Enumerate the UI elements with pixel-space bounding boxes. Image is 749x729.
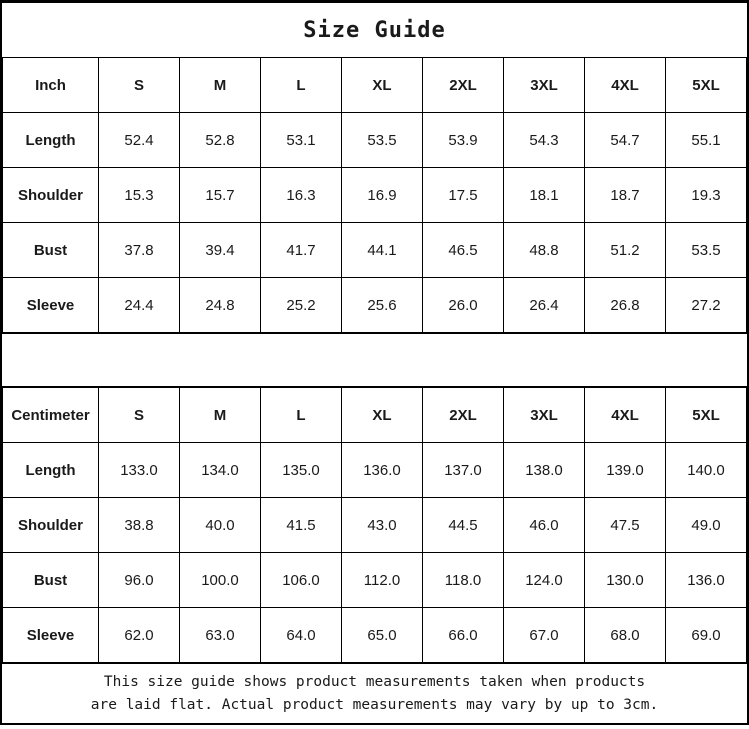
measurement-label-cell: Sleeve bbox=[3, 608, 99, 663]
measurement-value-cell: 26.0 bbox=[423, 278, 504, 333]
size-header-cell: 4XL bbox=[585, 388, 666, 443]
measurement-value-cell: 62.0 bbox=[99, 608, 180, 663]
measurement-value-cell: 26.8 bbox=[585, 278, 666, 333]
measurement-value-cell: 63.0 bbox=[180, 608, 261, 663]
measurement-value-cell: 53.1 bbox=[261, 113, 342, 168]
measurement-row bbox=[3, 443, 747, 498]
measurement-value-cell: 53.5 bbox=[342, 113, 423, 168]
measurement-row bbox=[3, 608, 747, 663]
measurement-value-cell: 135.0 bbox=[261, 443, 342, 498]
measurement-value-cell: 24.8 bbox=[180, 278, 261, 333]
measurement-value-cell: 137.0 bbox=[423, 443, 504, 498]
size-header-cell: 5XL bbox=[666, 58, 747, 113]
centimeter-size-table bbox=[2, 387, 747, 663]
measurement-label-cell: Length bbox=[3, 113, 99, 168]
table-gap-spacer bbox=[2, 333, 747, 387]
measurement-value-cell: 15.7 bbox=[180, 168, 261, 223]
measurement-value-cell: 55.1 bbox=[666, 113, 747, 168]
unit-label-cell: Centimeter bbox=[3, 388, 99, 443]
measurement-value-cell: 53.5 bbox=[666, 223, 747, 278]
size-header-cell: S bbox=[99, 388, 180, 443]
size-header-cell: M bbox=[180, 388, 261, 443]
measurement-value-cell: 18.7 bbox=[585, 168, 666, 223]
measurement-value-cell: 52.8 bbox=[180, 113, 261, 168]
size-header-cell: L bbox=[261, 388, 342, 443]
size-table-header-row bbox=[3, 388, 747, 443]
measurement-row bbox=[3, 223, 747, 278]
size-header-cell: S bbox=[99, 58, 180, 113]
measurement-label-cell: Bust bbox=[3, 553, 99, 608]
measurement-value-cell: 16.9 bbox=[342, 168, 423, 223]
measurement-row bbox=[3, 498, 747, 553]
measurement-value-cell: 39.4 bbox=[180, 223, 261, 278]
measurement-value-cell: 27.2 bbox=[666, 278, 747, 333]
measurement-value-cell: 54.3 bbox=[504, 113, 585, 168]
measurement-value-cell: 51.2 bbox=[585, 223, 666, 278]
measurement-value-cell: 118.0 bbox=[423, 553, 504, 608]
measurement-label-cell: Shoulder bbox=[3, 168, 99, 223]
measurement-value-cell: 139.0 bbox=[585, 443, 666, 498]
measurement-value-cell: 25.6 bbox=[342, 278, 423, 333]
measurement-value-cell: 26.4 bbox=[504, 278, 585, 333]
measurement-value-cell: 43.0 bbox=[342, 498, 423, 553]
size-header-cell: 4XL bbox=[585, 58, 666, 113]
measurement-value-cell: 136.0 bbox=[666, 553, 747, 608]
measurement-value-cell: 140.0 bbox=[666, 443, 747, 498]
measurement-value-cell: 52.4 bbox=[99, 113, 180, 168]
measurement-value-cell: 53.9 bbox=[423, 113, 504, 168]
measurement-row bbox=[3, 168, 747, 223]
measurement-value-cell: 134.0 bbox=[180, 443, 261, 498]
measurement-value-cell: 41.5 bbox=[261, 498, 342, 553]
size-header-cell: 5XL bbox=[666, 388, 747, 443]
measurement-value-cell: 48.8 bbox=[504, 223, 585, 278]
page-title: Size Guide bbox=[303, 17, 446, 43]
measurement-value-cell: 100.0 bbox=[180, 553, 261, 608]
measurement-row bbox=[3, 113, 747, 168]
measurement-value-cell: 46.5 bbox=[423, 223, 504, 278]
measurement-value-cell: 136.0 bbox=[342, 443, 423, 498]
measurement-label-cell: Shoulder bbox=[3, 498, 99, 553]
measurement-value-cell: 69.0 bbox=[666, 608, 747, 663]
measurement-value-cell: 138.0 bbox=[504, 443, 585, 498]
size-table-header-row bbox=[3, 58, 747, 113]
measurement-value-cell: 44.1 bbox=[342, 223, 423, 278]
measurement-value-cell: 130.0 bbox=[585, 553, 666, 608]
size-header-cell: 3XL bbox=[504, 388, 585, 443]
measurement-value-cell: 15.3 bbox=[99, 168, 180, 223]
size-guide-note bbox=[2, 663, 747, 723]
measurement-value-cell: 112.0 bbox=[342, 553, 423, 608]
size-header-cell: 3XL bbox=[504, 58, 585, 113]
measurement-value-cell: 44.5 bbox=[423, 498, 504, 553]
unit-label-cell: Inch bbox=[3, 58, 99, 113]
measurement-value-cell: 64.0 bbox=[261, 608, 342, 663]
size-header-cell: 2XL bbox=[423, 388, 504, 443]
measurement-value-cell: 19.3 bbox=[666, 168, 747, 223]
measurement-value-cell: 65.0 bbox=[342, 608, 423, 663]
measurement-value-cell: 106.0 bbox=[261, 553, 342, 608]
measurement-value-cell: 133.0 bbox=[99, 443, 180, 498]
measurement-value-cell: 38.8 bbox=[99, 498, 180, 553]
measurement-value-cell: 68.0 bbox=[585, 608, 666, 663]
measurement-value-cell: 54.7 bbox=[585, 113, 666, 168]
measurement-value-cell: 46.0 bbox=[504, 498, 585, 553]
measurement-label-cell: Length bbox=[3, 443, 99, 498]
size-header-cell: XL bbox=[342, 58, 423, 113]
size-header-cell: 2XL bbox=[423, 58, 504, 113]
measurement-value-cell: 18.1 bbox=[504, 168, 585, 223]
measurement-value-cell: 96.0 bbox=[99, 553, 180, 608]
size-guide-note-line2: are laid flat. Actual product measurements may vary by up to 3cm. bbox=[90, 696, 659, 713]
measurement-value-cell: 49.0 bbox=[666, 498, 747, 553]
measurement-value-cell: 37.8 bbox=[99, 223, 180, 278]
measurement-value-cell: 40.0 bbox=[180, 498, 261, 553]
measurement-value-cell: 16.3 bbox=[261, 168, 342, 223]
measurement-label-cell: Sleeve bbox=[3, 278, 99, 333]
measurement-value-cell: 41.7 bbox=[261, 223, 342, 278]
measurement-value-cell: 67.0 bbox=[504, 608, 585, 663]
measurement-value-cell: 25.2 bbox=[261, 278, 342, 333]
measurement-label-cell: Bust bbox=[3, 223, 99, 278]
measurement-value-cell: 24.4 bbox=[99, 278, 180, 333]
size-header-cell: XL bbox=[342, 388, 423, 443]
measurement-value-cell: 66.0 bbox=[423, 608, 504, 663]
size-guide-note-line1: This size guide shows product measurements taken when products bbox=[103, 674, 646, 691]
inch-size-table bbox=[2, 57, 747, 333]
measurement-row bbox=[3, 278, 747, 333]
size-header-cell: L bbox=[261, 58, 342, 113]
measurement-value-cell: 124.0 bbox=[504, 553, 585, 608]
measurement-value-cell: 47.5 bbox=[585, 498, 666, 553]
measurement-value-cell: 17.5 bbox=[423, 168, 504, 223]
measurement-row bbox=[3, 553, 747, 608]
size-header-cell: M bbox=[180, 58, 261, 113]
